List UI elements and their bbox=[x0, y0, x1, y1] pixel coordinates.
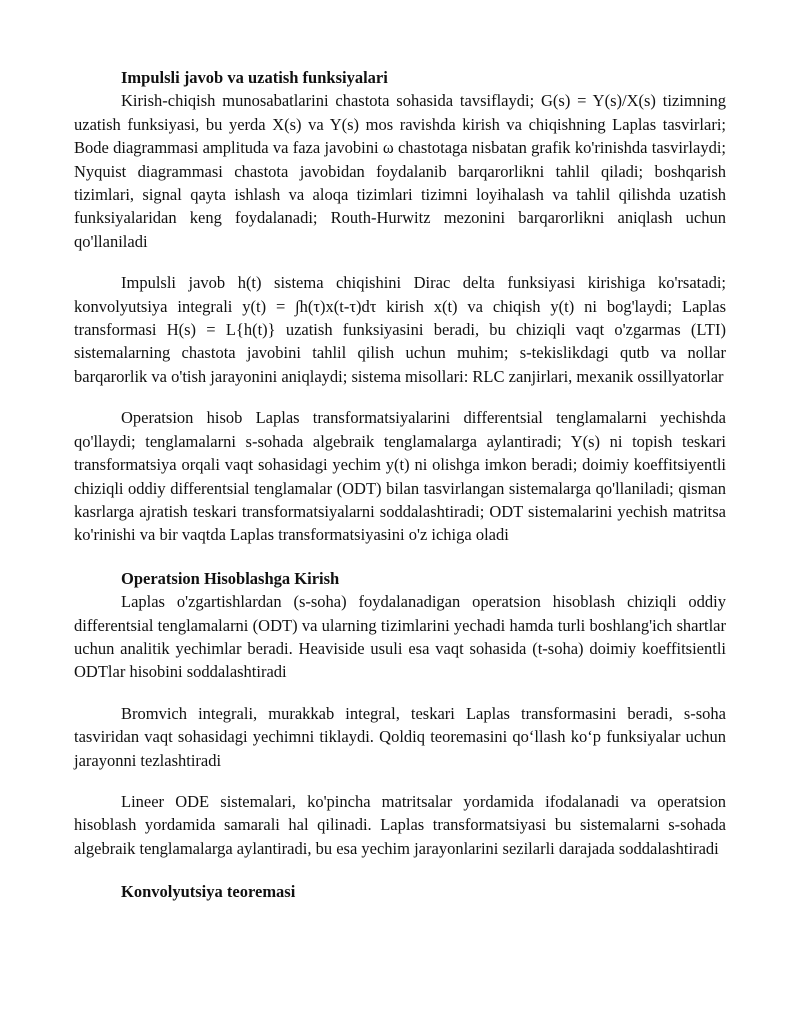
section-heading-convolution: Konvolyutsiya teoremasi bbox=[121, 882, 296, 902]
paragraph-impulse-response: Impulsli javob h(t) sistema chiqishini Dirac delta funksiyasi kirishiga ko'rsatadi; konvolyutsiya integrali y(t) = ∫h(τ)x(t-τ)dτ kirish x(t) va chiqish y(t) ni bog'laydi; Laplas transformasi H(s) = L{h(t)} uzatish funksiyasini beradi, bu chiziqli vaqt o'zgarmas (LTI) sistemalarning chastota javobini tahlil qilish uchun muhim; s-tekislikdagi qutb va nollar barqarorlik va o'tish jarayonini aniqlaydi; sistema misollari: RLC zanjirlari, mexanik ossillyatorlar bbox=[74, 273, 726, 386]
paragraph-operational-calculus: Operatsion hisob Laplas transformatsiyalarini differentsial tenglamalarni yechishda qo'llaydi; tenglamalarni s-sohada algebraik tenglamalarga aylantiradi; Y(s) ni topish teskari transformatsiya orqali vaqt sohasidagi yechim y(t) ni olishga imkon beradi; doimiy koeffitsiyentli chiziqli oddiy differentsial tenglamalar (ODT) bilan tasvirlangan sistemalarga qo'llaniladi; qisman kasrlarga ajratish teskari transformatsiyalarni soddalashtiradi; ODT sistemalarini yechish matritsa ko'rinishi va bir vaqtda Laplas transformatsiyasini o'z ichiga oladi bbox=[74, 408, 726, 545]
paragraph-bromwich-integral: Bromvich integrali, murakkab integral, teskari Laplas transformasini beradi, s-soha tasviridan vaqt sohasidagi yechimni tiklaydi. Qoldiq teoremasini qoʻllash koʻp funksiyalar uchun jarayonni tezlashtiradi bbox=[74, 703, 726, 770]
document-page bbox=[74, 66, 726, 904]
section-heading-operational-intro: Operatsion Hisoblashga Kirish bbox=[121, 568, 340, 588]
section-heading-impulse-response: Impulsli javob va uzatish funksiyalari bbox=[121, 68, 388, 87]
paragraph-linear-ode-systems: Lineer ODE sistemalari, ko'pincha matritsalar yordamida ifodalanadi va operatsion hisoblash yordamida samarali hal qilinadi. Laplas transformatsiyasi bu sistemalarni s-sohada algebraik tenglamalarga aylantiradi, bu esa yechim jarayonlarini sezilarli darajada soddalashtiradi bbox=[74, 791, 726, 858]
paragraph-laplace-methods: Laplas o'zgartishlardan (s-soha) foydalanadigan operatsion hisoblash chiziqli oddiy differentsial tenglamalarni (ODT) va ularning tizimlarini yechadi hamda turli boshlang'ich shartlar uchun analitik yechimlar beradi. Heaviside usuli esa vaqt sohasida (t-soha) doimiy koeffitsientli ODTlar hisobini soddalashtiradi bbox=[74, 592, 726, 682]
paragraph-transfer-function: Kirish-chiqish munosabatlarini chastota sohasida tavsiflaydi; G(s) = Y(s)/X(s) tizimning uzatish funksiyasi, bu yerda X(s) va Y(s) mos ravishda kirish va chiqishning Laplas tasvirlari; Bode diagrammasi amplituda va faza javobini ω chastotaga nisbatan grafik ko'rinishda tasvirlaydi; Nyquist diagrammasi chastota javobidan foydalanib barqarorlikni tahlil qiladi; boshqarish tizimlari, signal qayta ishlash va aloqa tizimlari tizimni loyihalash va tahlil qilishda uzatish funksiyalaridan keng foydalanadi; Routh-Hurwitz mezonini barqarorlikni aniqlash uchun qo'llaniladi bbox=[74, 91, 726, 251]
